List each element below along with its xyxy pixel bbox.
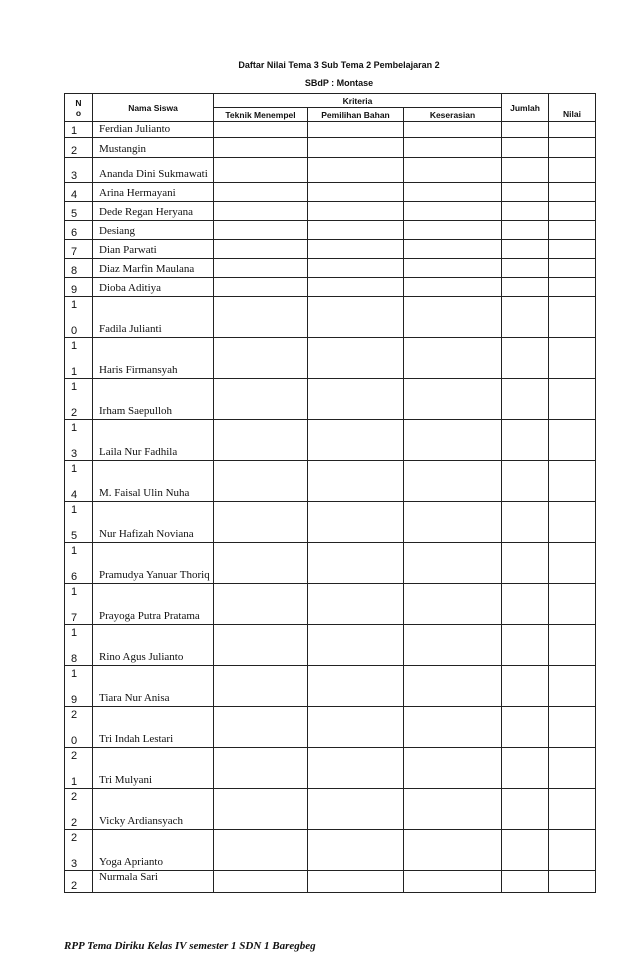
score-teknik-menempel <box>214 379 308 420</box>
score-pemilihan-bahan <box>308 584 404 625</box>
score-keserasian <box>404 871 502 893</box>
row-number: 1 4 <box>65 461 93 502</box>
row-number: 1 6 <box>65 543 93 584</box>
row-number: 9 <box>65 278 93 297</box>
student-name: Rino Agus Julianto <box>93 625 214 666</box>
table-row <box>65 183 596 202</box>
score-teknik-menempel <box>214 625 308 666</box>
table-row <box>65 543 596 584</box>
score-jumlah <box>502 830 549 871</box>
table-row <box>65 338 596 379</box>
score-keserasian <box>404 158 502 183</box>
score-pemilihan-bahan <box>308 830 404 871</box>
score-nilai <box>549 871 596 893</box>
score-nilai <box>549 748 596 789</box>
table-row <box>65 202 596 221</box>
table-row <box>65 259 596 278</box>
header-pemilihan-bahan: Pemilihan Bahan <box>308 108 404 122</box>
score-pemilihan-bahan <box>308 543 404 584</box>
score-pemilihan-bahan <box>308 183 404 202</box>
score-nilai <box>549 584 596 625</box>
row-number: 2 <box>65 138 93 158</box>
score-teknik-menempel <box>214 138 308 158</box>
header-nama-siswa: Nama Siswa <box>93 94 214 122</box>
table-row <box>65 158 596 183</box>
score-pemilihan-bahan <box>308 122 404 138</box>
row-number: 2 3 <box>65 830 93 871</box>
row-number: 1 2 <box>65 379 93 420</box>
score-jumlah <box>502 502 549 543</box>
score-jumlah <box>502 221 549 240</box>
score-jumlah <box>502 338 549 379</box>
table-row <box>65 221 596 240</box>
row-number: 2 <box>65 871 93 893</box>
table-row <box>65 138 596 158</box>
score-teknik-menempel <box>214 666 308 707</box>
score-jumlah <box>502 202 549 221</box>
page-title: Daftar Nilai Tema 3 Sub Tema 2 Pembelajaran 2 <box>238 60 440 70</box>
score-pemilihan-bahan <box>308 461 404 502</box>
row-number: 1 8 <box>65 625 93 666</box>
score-keserasian <box>404 202 502 221</box>
score-keserasian <box>404 138 502 158</box>
score-keserasian <box>404 502 502 543</box>
score-jumlah <box>502 584 549 625</box>
score-jumlah <box>502 789 549 830</box>
table-row <box>65 240 596 259</box>
header-keserasian: Keserasian <box>404 108 502 122</box>
score-keserasian <box>404 584 502 625</box>
header-no: N o <box>65 94 93 122</box>
score-keserasian <box>404 830 502 871</box>
score-jumlah <box>502 379 549 420</box>
row-number: 1 5 <box>65 502 93 543</box>
header-kriteria: Kriteria <box>214 94 502 108</box>
student-name: Desiang <box>93 221 214 240</box>
score-keserasian <box>404 221 502 240</box>
student-name: Prayoga Putra Pratama <box>93 584 214 625</box>
student-name: Nur Hafizah Noviana <box>93 502 214 543</box>
score-nilai <box>549 221 596 240</box>
score-nilai <box>549 461 596 502</box>
score-teknik-menempel <box>214 122 308 138</box>
score-pemilihan-bahan <box>308 138 404 158</box>
score-pemilihan-bahan <box>308 502 404 543</box>
score-pemilihan-bahan <box>308 240 404 259</box>
score-jumlah <box>502 297 549 338</box>
score-jumlah <box>502 748 549 789</box>
score-pemilihan-bahan <box>308 379 404 420</box>
score-pemilihan-bahan <box>308 666 404 707</box>
score-teknik-menempel <box>214 543 308 584</box>
score-jumlah <box>502 240 549 259</box>
table-row <box>65 707 596 748</box>
score-teknik-menempel <box>214 871 308 893</box>
row-number: 2 0 <box>65 707 93 748</box>
score-nilai <box>549 158 596 183</box>
score-keserasian <box>404 461 502 502</box>
score-teknik-menempel <box>214 789 308 830</box>
score-teknik-menempel <box>214 748 308 789</box>
student-name: Yoga Aprianto <box>93 830 214 871</box>
student-name: Dian Parwati <box>93 240 214 259</box>
score-jumlah <box>502 278 549 297</box>
table-row <box>65 748 596 789</box>
score-pemilihan-bahan <box>308 625 404 666</box>
score-teknik-menempel <box>214 420 308 461</box>
header-jumlah: Jumlah <box>502 94 549 122</box>
student-name: Tiara Nur Anisa <box>93 666 214 707</box>
score-teknik-menempel <box>214 259 308 278</box>
score-keserasian <box>404 789 502 830</box>
score-jumlah <box>502 138 549 158</box>
row-number: 2 2 <box>65 789 93 830</box>
score-nilai <box>549 122 596 138</box>
score-nilai <box>549 379 596 420</box>
score-pemilihan-bahan <box>308 202 404 221</box>
score-teknik-menempel <box>214 830 308 871</box>
score-jumlah <box>502 259 549 278</box>
student-name: Ferdian Julianto <box>93 122 214 138</box>
score-keserasian <box>404 183 502 202</box>
score-pemilihan-bahan <box>308 789 404 830</box>
row-number: 2 1 <box>65 748 93 789</box>
table-row <box>65 871 596 893</box>
grade-table <box>64 93 596 893</box>
score-keserasian <box>404 122 502 138</box>
score-jumlah <box>502 183 549 202</box>
score-pemilihan-bahan <box>308 871 404 893</box>
footer-text: RPP Tema Diriku Kelas IV semester 1 SDN 1 Baregbeg <box>64 940 316 952</box>
score-jumlah <box>502 420 549 461</box>
student-name: Arina Hermayani <box>93 183 214 202</box>
score-jumlah <box>502 543 549 584</box>
student-name: Nurmala Sari <box>93 871 214 893</box>
score-keserasian <box>404 625 502 666</box>
row-number: 3 <box>65 158 93 183</box>
student-name: Dioba Aditiya <box>93 278 214 297</box>
score-jumlah <box>502 666 549 707</box>
row-number: 4 <box>65 183 93 202</box>
score-nilai <box>549 297 596 338</box>
score-keserasian <box>404 297 502 338</box>
score-keserasian <box>404 278 502 297</box>
table-row <box>65 461 596 502</box>
student-name: Haris Firmansyah <box>93 338 214 379</box>
row-number: 1 9 <box>65 666 93 707</box>
score-teknik-menempel <box>214 707 308 748</box>
score-keserasian <box>404 666 502 707</box>
score-jumlah <box>502 625 549 666</box>
score-teknik-menempel <box>214 297 308 338</box>
score-nilai <box>549 625 596 666</box>
score-keserasian <box>404 420 502 461</box>
student-name: Mustangin <box>93 138 214 158</box>
score-jumlah <box>502 461 549 502</box>
score-teknik-menempel <box>214 278 308 297</box>
score-keserasian <box>404 338 502 379</box>
row-number: 6 <box>65 221 93 240</box>
score-keserasian <box>404 379 502 420</box>
row-number: 1 <box>65 122 93 138</box>
score-teknik-menempel <box>214 240 308 259</box>
row-number: 8 <box>65 259 93 278</box>
table-row <box>65 297 596 338</box>
score-nilai <box>549 830 596 871</box>
table-row <box>65 625 596 666</box>
score-pemilihan-bahan <box>308 748 404 789</box>
student-name: Ananda Dini Sukmawati <box>93 158 214 183</box>
row-number: 1 1 <box>65 338 93 379</box>
score-pemilihan-bahan <box>308 221 404 240</box>
score-teknik-menempel <box>214 584 308 625</box>
score-pemilihan-bahan <box>308 278 404 297</box>
table-row <box>65 379 596 420</box>
score-pemilihan-bahan <box>308 338 404 379</box>
score-nilai <box>549 420 596 461</box>
student-name: Pramudya Yanuar Thoriq <box>93 543 214 584</box>
score-teknik-menempel <box>214 502 308 543</box>
header-nilai: Nilai <box>549 94 596 122</box>
score-nilai <box>549 202 596 221</box>
score-keserasian <box>404 748 502 789</box>
student-name: Vicky Ardiansyach <box>93 789 214 830</box>
score-keserasian <box>404 543 502 584</box>
row-number: 5 <box>65 202 93 221</box>
score-pemilihan-bahan <box>308 707 404 748</box>
student-name: Dede Regan Heryana <box>93 202 214 221</box>
score-teknik-menempel <box>214 183 308 202</box>
score-pemilihan-bahan <box>308 420 404 461</box>
score-nilai <box>549 707 596 748</box>
student-name: Fadila Julianti <box>93 297 214 338</box>
table-row <box>65 789 596 830</box>
score-teknik-menempel <box>214 338 308 379</box>
table-row <box>65 830 596 871</box>
student-name: M. Faisal Ulin Nuha <box>93 461 214 502</box>
score-nilai <box>549 240 596 259</box>
score-pemilihan-bahan <box>308 297 404 338</box>
score-pemilihan-bahan <box>308 259 404 278</box>
score-teknik-menempel <box>214 202 308 221</box>
table-row <box>65 502 596 543</box>
score-nilai <box>549 789 596 830</box>
score-nilai <box>549 502 596 543</box>
score-keserasian <box>404 707 502 748</box>
table-row <box>65 666 596 707</box>
score-jumlah <box>502 158 549 183</box>
score-teknik-menempel <box>214 461 308 502</box>
row-number: 1 0 <box>65 297 93 338</box>
row-number: 1 3 <box>65 420 93 461</box>
score-nilai <box>549 278 596 297</box>
score-nilai <box>549 543 596 584</box>
score-jumlah <box>502 871 549 893</box>
score-keserasian <box>404 240 502 259</box>
score-jumlah <box>502 707 549 748</box>
score-teknik-menempel <box>214 221 308 240</box>
score-nilai <box>549 338 596 379</box>
row-number: 1 7 <box>65 584 93 625</box>
table-row <box>65 584 596 625</box>
table-row <box>65 420 596 461</box>
page-subtitle: SBdP : Montase <box>304 78 374 88</box>
table-row <box>65 122 596 138</box>
score-pemilihan-bahan <box>308 158 404 183</box>
student-name: Laila Nur Fadhila <box>93 420 214 461</box>
row-number: 7 <box>65 240 93 259</box>
student-name: Tri Indah Lestari <box>93 707 214 748</box>
score-jumlah <box>502 122 549 138</box>
score-nilai <box>549 259 596 278</box>
score-teknik-menempel <box>214 158 308 183</box>
score-nilai <box>549 183 596 202</box>
student-name: Diaz Marfin Maulana <box>93 259 214 278</box>
score-nilai <box>549 666 596 707</box>
score-keserasian <box>404 259 502 278</box>
student-name: Irham Saepulloh <box>93 379 214 420</box>
student-name: Tri Mulyani <box>93 748 214 789</box>
table-row <box>65 278 596 297</box>
score-nilai <box>549 138 596 158</box>
header-teknik-menempel: Teknik Menempel <box>214 108 308 122</box>
